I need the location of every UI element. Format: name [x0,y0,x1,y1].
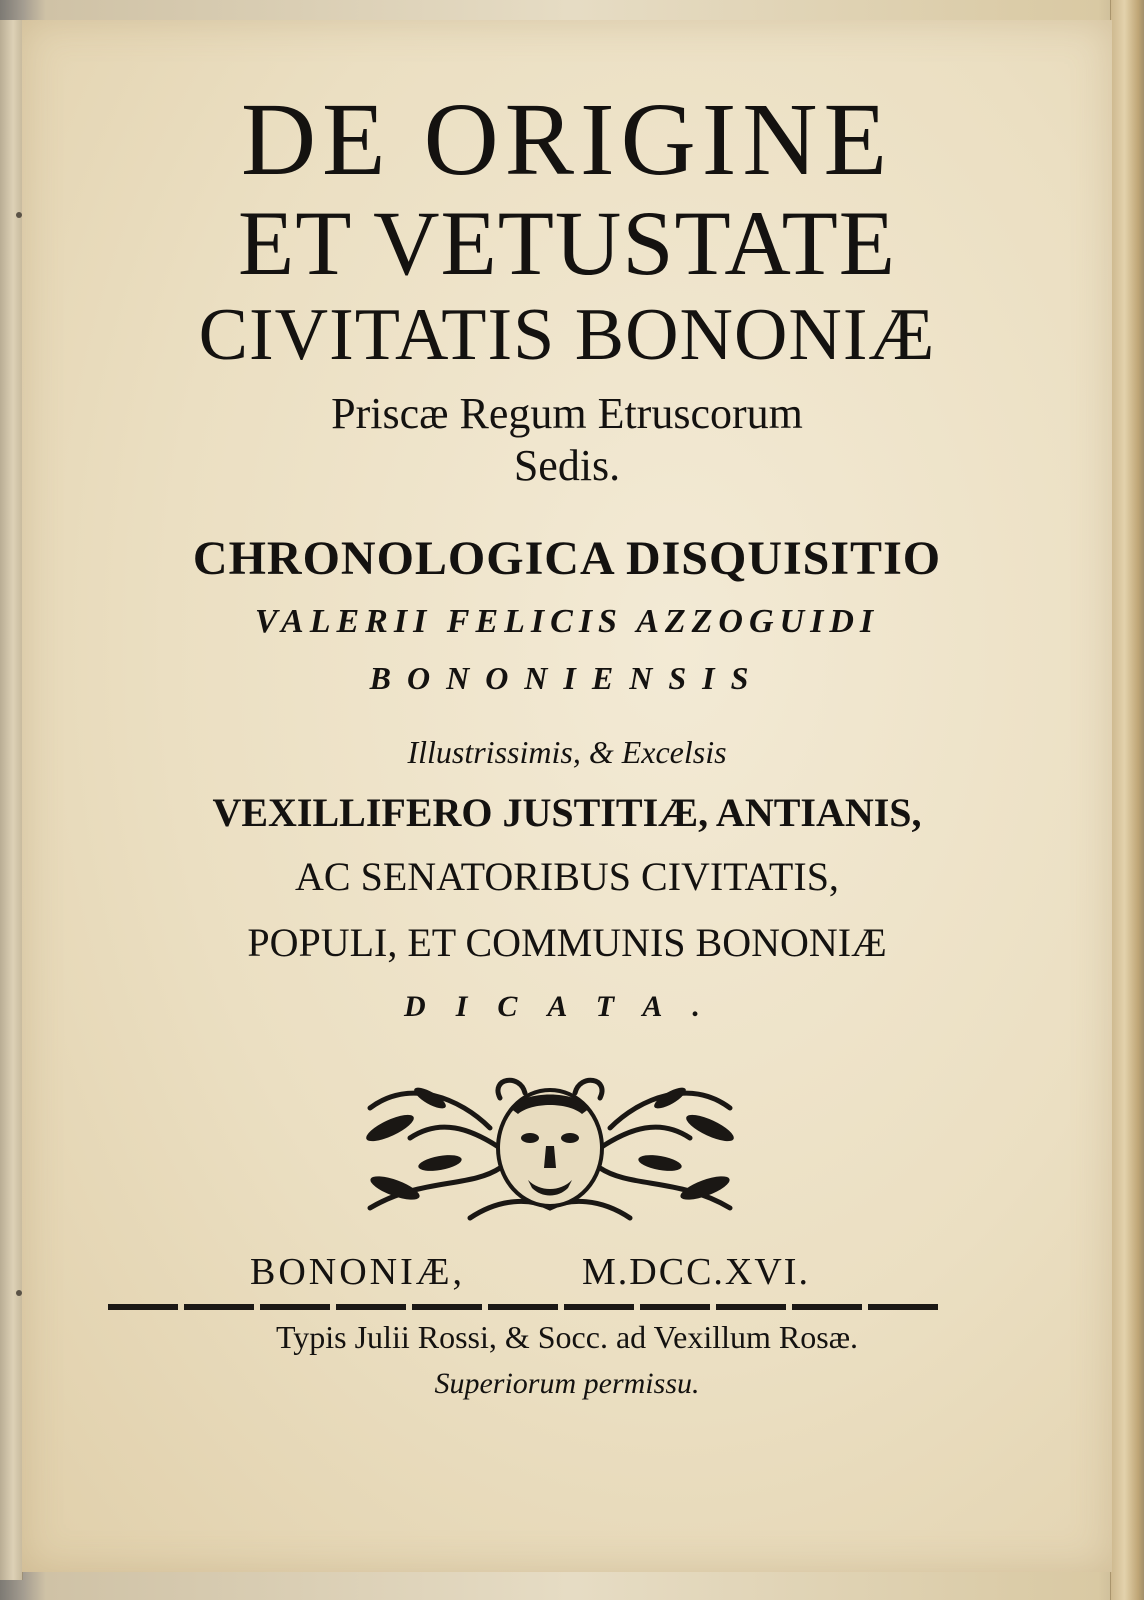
subtitle-line-1: Priscæ Regum Etruscorum [331,389,803,438]
author-origin: BONONIENSIS [369,660,765,696]
woodcut-mask-foliage-ornament-icon [350,1068,750,1228]
title-page [22,20,1112,1572]
dedicatees-line-2: AC SENATORIBUS CIVITATIS, [295,854,839,899]
imprint-place: BONONIÆ, [250,1251,466,1293]
dedication-intro: Illustrissimis, & Excelsis [407,734,727,770]
title-line-3: CIVITATIS BONONIÆ [198,294,936,376]
genre-heading: CHRONOLOGICA DISQUISITIO [192,532,942,585]
imprint-date: M.DCC.XVI. [582,1251,810,1293]
author-name: VALERII FELICIS AZZOGUIDI [254,603,880,640]
title-line-1: DE ORIGINE [240,82,894,197]
dedicata-line: DICATA. [404,990,730,1023]
page-stack-edge [1110,0,1144,1600]
dedicatees-line-3: POPULI, ET COMMUNIS BONONIÆ [247,920,887,965]
title-line-2: ET VETUSTATE [238,192,896,294]
imprint-line [22,1250,1112,1296]
permission-line: Superiorum permissu. [434,1367,700,1400]
printer-line: Typis Julii Rossi, & Socc. ad Vexillum Rosæ. [275,1319,859,1355]
dedicatees-line-1: VEXILLIFERO JUSTITIÆ, ANTIANIS, [212,790,922,835]
imprint-rule [108,1304,944,1310]
previous-leaf-edge [0,20,23,1580]
subtitle-line-2: Sedis. [513,441,621,490]
